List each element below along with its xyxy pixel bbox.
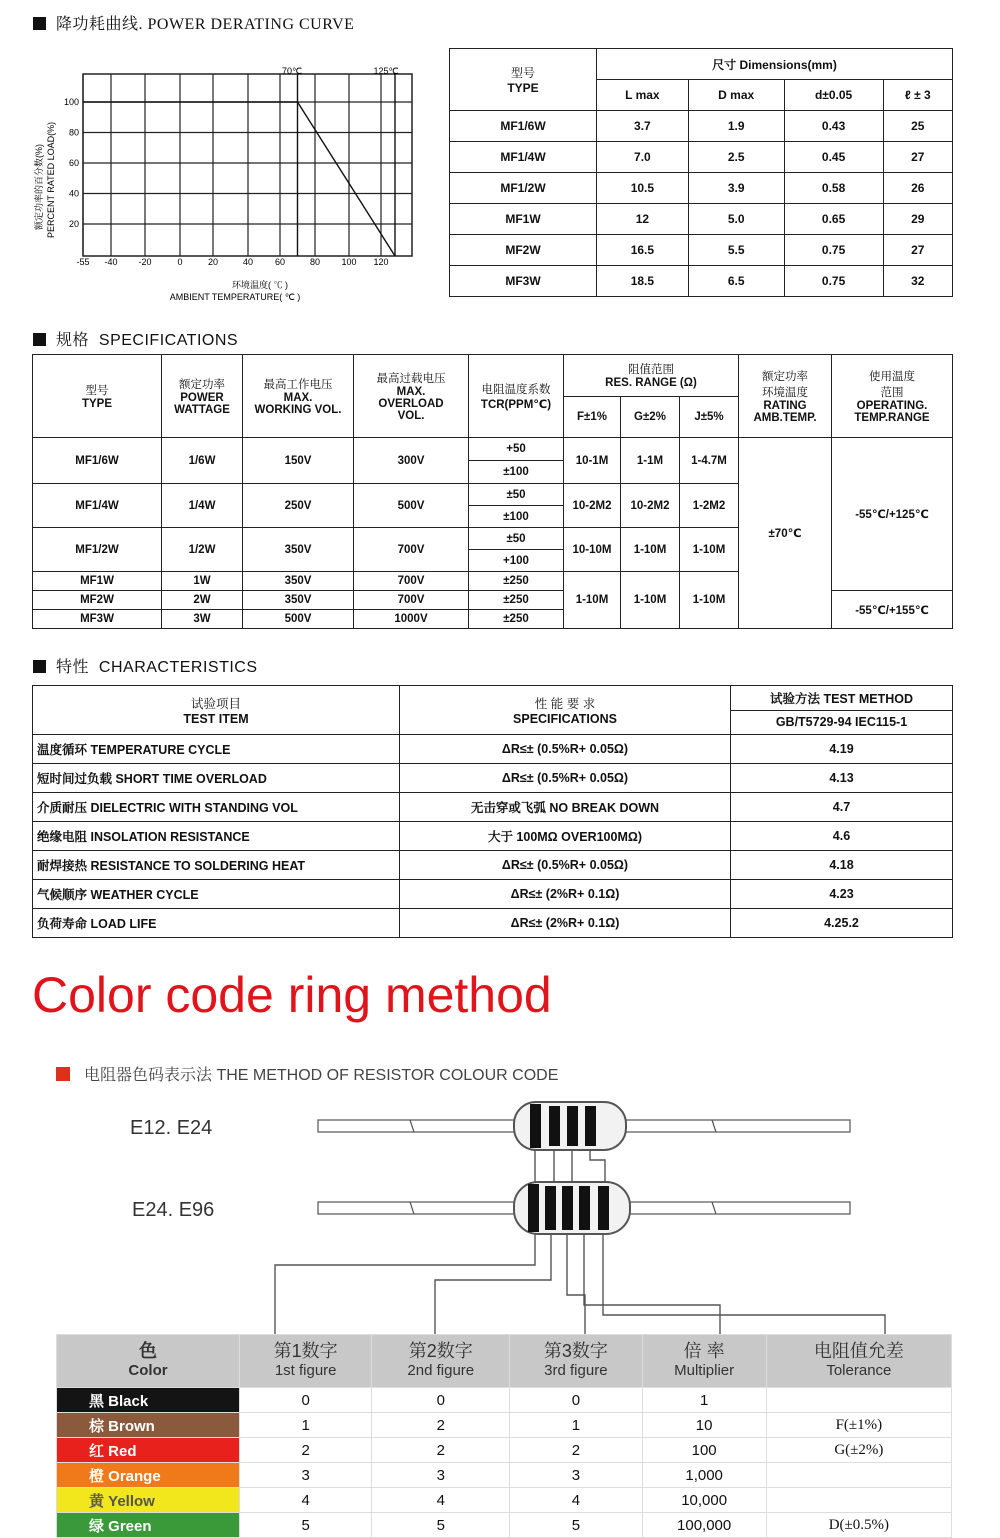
spec-v: 250V	[243, 484, 354, 528]
spec-h-vol: 最高工作电压 MAX. WORKING VOL.	[243, 355, 354, 438]
cc-h-color: 色 Color	[57, 1335, 240, 1388]
resistor-e12	[318, 1102, 850, 1150]
spec-o: 700V	[354, 591, 469, 610]
cc-1st: 5	[240, 1513, 372, 1538]
cc-multiplier: 10	[642, 1413, 766, 1438]
dimension-value-cell: 5.0	[688, 204, 784, 235]
spec-op2: -55℃/+155℃	[832, 591, 953, 629]
cc-tolerance: G(±2%)	[766, 1438, 951, 1463]
dimension-type-cell: MF1/6W	[450, 111, 597, 142]
colour-swatch-cell: 黄 Yellow	[57, 1488, 240, 1513]
char-h-spec: 性 能 要 求 SPECIFICATIONS	[400, 686, 731, 735]
spec-t: ±100	[469, 506, 564, 528]
cc-h-multiplier: 倍 率 Multiplier	[642, 1335, 766, 1388]
y-tick-label: 40	[68, 188, 79, 199]
dimension-row	[450, 111, 953, 142]
label-70c: 70℃	[281, 66, 303, 76]
spec-type: MF2W	[33, 591, 162, 610]
cc-2nd: 2	[372, 1438, 510, 1463]
dimension-value-cell: 1.9	[688, 111, 784, 142]
square-bullet-icon	[33, 17, 46, 30]
derating-chart	[30, 60, 420, 310]
spec-type: MF1W	[33, 572, 162, 591]
y-tick-label: 80	[68, 127, 79, 138]
col-dmax: D max	[688, 80, 784, 111]
spec-g: 1-10M	[621, 528, 680, 572]
cc-3rd: 4	[510, 1488, 642, 1513]
dimension-value-cell: 12	[597, 204, 689, 235]
char-method: 4.13	[731, 764, 953, 793]
spec-t: +100	[469, 550, 564, 572]
spec-o: 700V	[354, 572, 469, 591]
colour-row	[57, 1413, 952, 1438]
dimension-row	[450, 235, 953, 266]
dimension-type-cell: MF1/4W	[450, 142, 597, 173]
cc-3rd: 2	[510, 1438, 642, 1463]
derating-title: 降功耗曲线. POWER DERATING CURVE	[33, 11, 354, 34]
cc-1st: 3	[240, 1463, 372, 1488]
colour-row	[57, 1463, 952, 1488]
spec-type: MF1/4W	[33, 484, 162, 528]
cc-multiplier: 10,000	[642, 1488, 766, 1513]
dimension-value-cell: 27	[883, 142, 952, 173]
x-tick-label: -20	[138, 257, 152, 267]
dimension-type-cell: MF1/2W	[450, 173, 597, 204]
characteristic-row	[33, 880, 953, 909]
characteristic-row	[33, 851, 953, 880]
x-tick-label: 80	[309, 257, 321, 267]
cc-multiplier: 1,000	[642, 1463, 766, 1488]
characteristic-row	[33, 909, 953, 938]
resistor-e24	[318, 1182, 850, 1234]
resistor-diagram	[0, 1090, 1000, 1340]
e12-label: E12. E24	[130, 1117, 213, 1139]
spec-h-g: G±2%	[621, 396, 680, 438]
dimension-value-cell: 5.5	[688, 235, 784, 266]
characteristic-row	[33, 764, 953, 793]
cc-2nd: 4	[372, 1488, 510, 1513]
x-tick-label: -55	[76, 257, 90, 267]
cc-2nd: 0	[372, 1388, 510, 1413]
colour-row	[57, 1488, 952, 1513]
colour-row	[57, 1388, 952, 1413]
spec-type: MF3W	[33, 610, 162, 629]
col-d: d±0.05	[784, 80, 883, 111]
spec-t: ±250	[469, 572, 564, 591]
spec-h-res: 阻值范围 RES. RANGE (Ω)	[564, 355, 739, 397]
spec-type: MF1/2W	[33, 528, 162, 572]
spec-t: ±250	[469, 610, 564, 629]
y-tick-label: 20	[68, 219, 79, 229]
cc-2nd: 5	[372, 1513, 510, 1538]
spec-j: 1-4.7M	[680, 438, 739, 484]
derating-series-line	[83, 102, 395, 256]
spec-rating: ±70℃	[739, 438, 832, 629]
spec-t: ±50	[469, 528, 564, 550]
cc-tolerance: F(±1%)	[766, 1413, 951, 1438]
characteristics-table	[32, 685, 953, 938]
colour-swatch-cell: 橙 Orange	[57, 1463, 240, 1488]
y-tick-label: 60	[68, 158, 79, 168]
char-method: 4.7	[731, 793, 953, 822]
char-spec: ΔR≤± (2%R+ 0.1Ω)	[400, 880, 731, 909]
dimension-value-cell: 32	[883, 266, 952, 297]
specifications-table	[32, 354, 953, 629]
spec-f: 10-2M2	[564, 484, 621, 528]
spec-w: 1/6W	[162, 438, 243, 484]
spec-op1: -55℃/+125℃	[832, 438, 953, 591]
dimension-value-cell: 29	[883, 204, 952, 235]
spec-t: ±250	[469, 591, 564, 610]
colour-row	[57, 1513, 952, 1538]
y-tick-label: 100	[63, 97, 79, 107]
spec-j: 1-10M	[680, 528, 739, 572]
colour-swatch-cell: 绿 Green	[57, 1513, 240, 1538]
type-header: 型号 TYPE	[450, 49, 597, 111]
cc-3rd: 3	[510, 1463, 642, 1488]
color-code-title: Color code ring method	[32, 967, 552, 1023]
cc-h-tolerance: 电阻值允差 Tolerance	[766, 1335, 951, 1388]
characteristic-row	[33, 793, 953, 822]
char-item: 温度循环 TEMPERATURE CYCLE	[33, 735, 400, 764]
x-tick-label: 100	[341, 257, 357, 267]
e24-label: E24. E96	[132, 1199, 215, 1221]
dimension-row	[450, 142, 953, 173]
dimension-value-cell: 0.43	[784, 111, 883, 142]
spec-v: 350V	[243, 528, 354, 572]
cc-multiplier: 100	[642, 1438, 766, 1463]
spec-j: 1-2M2	[680, 484, 739, 528]
x-tick-label: 20	[207, 257, 219, 267]
dimension-value-cell: 0.65	[784, 204, 883, 235]
dimension-value-cell: 0.75	[784, 235, 883, 266]
spec-f: 10-10M	[564, 528, 621, 572]
spec-h-f: F±1%	[564, 396, 621, 438]
spec-t: +50	[469, 438, 564, 461]
characteristic-row	[33, 822, 953, 851]
spec-h-rating: 额定功率 环境温度 RATING AMB.TEMP.	[739, 355, 832, 438]
spec-h-overload: 最高过载电压 MAX. OVERLOAD VOL.	[354, 355, 469, 438]
cc-multiplier: 100,000	[642, 1513, 766, 1538]
x-tick-label: 40	[242, 257, 254, 267]
char-spec: ΔR≤± (0.5%R+ 0.05Ω)	[400, 764, 731, 793]
spec-w: 1/4W	[162, 484, 243, 528]
square-bullet-icon	[33, 660, 46, 673]
spec-t: ±100	[469, 461, 564, 484]
spec-h-op: 使用温度 范围 OPERATING. TEMP.RANGE	[832, 355, 953, 438]
char-item: 耐焊接热 RESISTANCE TO SOLDERING HEAT	[33, 851, 400, 880]
colour-row	[57, 1438, 952, 1463]
cc-3rd: 5	[510, 1513, 642, 1538]
dimension-type-cell: MF3W	[450, 266, 597, 297]
spec-g: 1-10M	[621, 572, 680, 629]
dimension-value-cell: 0.75	[784, 266, 883, 297]
dimension-value-cell: 3.9	[688, 173, 784, 204]
spec-j: 1-10M	[680, 572, 739, 629]
dimension-value-cell: 7.0	[597, 142, 689, 173]
char-method: 4.19	[731, 735, 953, 764]
spec-h-j: J±5%	[680, 396, 739, 438]
colour-code-subtitle: 电阻器色码表示法 THE METHOD OF RESISTOR COLOUR CODE	[56, 1062, 558, 1085]
char-method: 4.18	[731, 851, 953, 880]
dimension-value-cell: 2.5	[688, 142, 784, 173]
colour-swatch-cell: 红 Red	[57, 1438, 240, 1463]
char-item: 负荷寿命 LOAD LIFE	[33, 909, 400, 938]
dimension-value-cell: 0.45	[784, 142, 883, 173]
spec-type: MF1/6W	[33, 438, 162, 484]
char-h-standard: GB/T5729-94 IEC115-1	[731, 710, 953, 735]
dimension-value-cell: 26	[883, 173, 952, 204]
spec-w: 1/2W	[162, 528, 243, 572]
col-lmax: L max	[597, 80, 689, 111]
col-l: ℓ ± 3	[883, 80, 952, 111]
spec-w: 3W	[162, 610, 243, 629]
colour-swatch-cell: 黑 Black	[57, 1388, 240, 1413]
spec-g: 10-2M2	[621, 484, 680, 528]
dimension-type-cell: MF1W	[450, 204, 597, 235]
char-spec: ΔR≤± (0.5%R+ 0.05Ω)	[400, 851, 731, 880]
cc-h-2nd: 第2数字 2nd figure	[372, 1335, 510, 1388]
char-spec: ΔR≤± (2%R+ 0.1Ω)	[400, 909, 731, 938]
spec-t: ±50	[469, 484, 564, 506]
dimension-value-cell: 16.5	[597, 235, 689, 266]
spec-h-power: 额定功率 POWER WATTAGE	[162, 355, 243, 438]
spec-o: 700V	[354, 528, 469, 572]
dimension-type-cell: MF2W	[450, 235, 597, 266]
spec-w: 1W	[162, 572, 243, 591]
spec-v: 350V	[243, 572, 354, 591]
cc-h-3rd: 第3数字 3rd figure	[510, 1335, 642, 1388]
cc-3rd: 0	[510, 1388, 642, 1413]
char-spec: 大于 100MΩ OVER100MΩ)	[400, 822, 731, 851]
char-spec: 无击穿或飞弧 NO BREAK DOWN	[400, 793, 731, 822]
square-bullet-icon	[33, 333, 46, 346]
x-tick-label: 0	[177, 257, 183, 267]
dimension-value-cell: 25	[883, 111, 952, 142]
dimensions-header: 尺寸 Dimensions(mm)	[597, 49, 953, 80]
y-axis-label-cn: 额定功率的百分数(%)	[34, 144, 44, 230]
cc-h-1st: 第1数字 1st figure	[240, 1335, 372, 1388]
dimension-value-cell: 3.7	[597, 111, 689, 142]
spec-o: 500V	[354, 484, 469, 528]
x-tick-label: 120	[373, 257, 389, 267]
spec-w: 2W	[162, 591, 243, 610]
x-tick-label: -40	[104, 257, 118, 267]
label-125c: 125℃	[373, 66, 399, 76]
dimension-value-cell: 6.5	[688, 266, 784, 297]
dimensions-table	[449, 48, 953, 297]
cc-1st: 2	[240, 1438, 372, 1463]
dimension-value-cell: 27	[883, 235, 952, 266]
spec-f: 10-1M	[564, 438, 621, 484]
cc-tolerance	[766, 1488, 951, 1513]
spec-f: 1-10M	[564, 572, 621, 629]
char-h-item: 试验项目 TEST ITEM	[33, 686, 400, 735]
spec-v: 150V	[243, 438, 354, 484]
dimension-row	[450, 266, 953, 297]
char-item: 气候顺序 WEATHER CYCLE	[33, 880, 400, 909]
dimension-row	[450, 173, 953, 204]
x-axis-label-en: AMBIENT TEMPERATURE( ℃ )	[169, 292, 301, 302]
cc-1st: 0	[240, 1388, 372, 1413]
char-h-method: 试验方法 TEST METHOD	[731, 686, 953, 711]
spec-v: 350V	[243, 591, 354, 610]
cc-tolerance	[766, 1388, 951, 1413]
colour-swatch-cell: 棕 Brown	[57, 1413, 240, 1438]
spec-o: 300V	[354, 438, 469, 484]
cc-2nd: 2	[372, 1413, 510, 1438]
char-method: 4.23	[731, 880, 953, 909]
cc-multiplier: 1	[642, 1388, 766, 1413]
specs-title: 规格 SPECIFICATIONS	[33, 327, 238, 350]
char-item: 介质耐压 DIELECTRIC WITH STANDING VOL	[33, 793, 400, 822]
characteristic-row	[33, 735, 953, 764]
char-spec: ΔR≤± (0.5%R+ 0.05Ω)	[400, 735, 731, 764]
dimension-value-cell: 0.58	[784, 173, 883, 204]
x-axis-label-cn: 环境温度( ℃ )	[232, 280, 288, 290]
spec-h-tcr: 电阻温度系数 TCR(PPM℃)	[469, 355, 564, 438]
dimension-value-cell: 18.5	[597, 266, 689, 297]
cc-tolerance: D(±0.5%)	[766, 1513, 951, 1538]
char-method: 4.6	[731, 822, 953, 851]
cc-1st: 4	[240, 1488, 372, 1513]
x-tick-label: 60	[274, 257, 286, 267]
spec-o: 1000V	[354, 610, 469, 629]
char-method: 4.25.2	[731, 909, 953, 938]
char-item: 绝缘电阻 INSOLATION RESISTANCE	[33, 822, 400, 851]
cc-3rd: 1	[510, 1413, 642, 1438]
y-axis-label-en: PERCENT RATED LOAD(%)	[46, 121, 56, 238]
cc-tolerance	[766, 1463, 951, 1488]
spec-g: 1-1M	[621, 438, 680, 484]
spec-h-type: 型号 TYPE	[33, 355, 162, 438]
red-square-icon	[56, 1067, 70, 1081]
colour-code-table	[56, 1334, 952, 1538]
dimension-value-cell: 10.5	[597, 173, 689, 204]
spec-v: 500V	[243, 610, 354, 629]
characteristics-title: 特性 CHARACTERISTICS	[33, 654, 258, 677]
cc-1st: 1	[240, 1413, 372, 1438]
char-item: 短时间过负载 SHORT TIME OVERLOAD	[33, 764, 400, 793]
dimension-row	[450, 204, 953, 235]
cc-2nd: 3	[372, 1463, 510, 1488]
